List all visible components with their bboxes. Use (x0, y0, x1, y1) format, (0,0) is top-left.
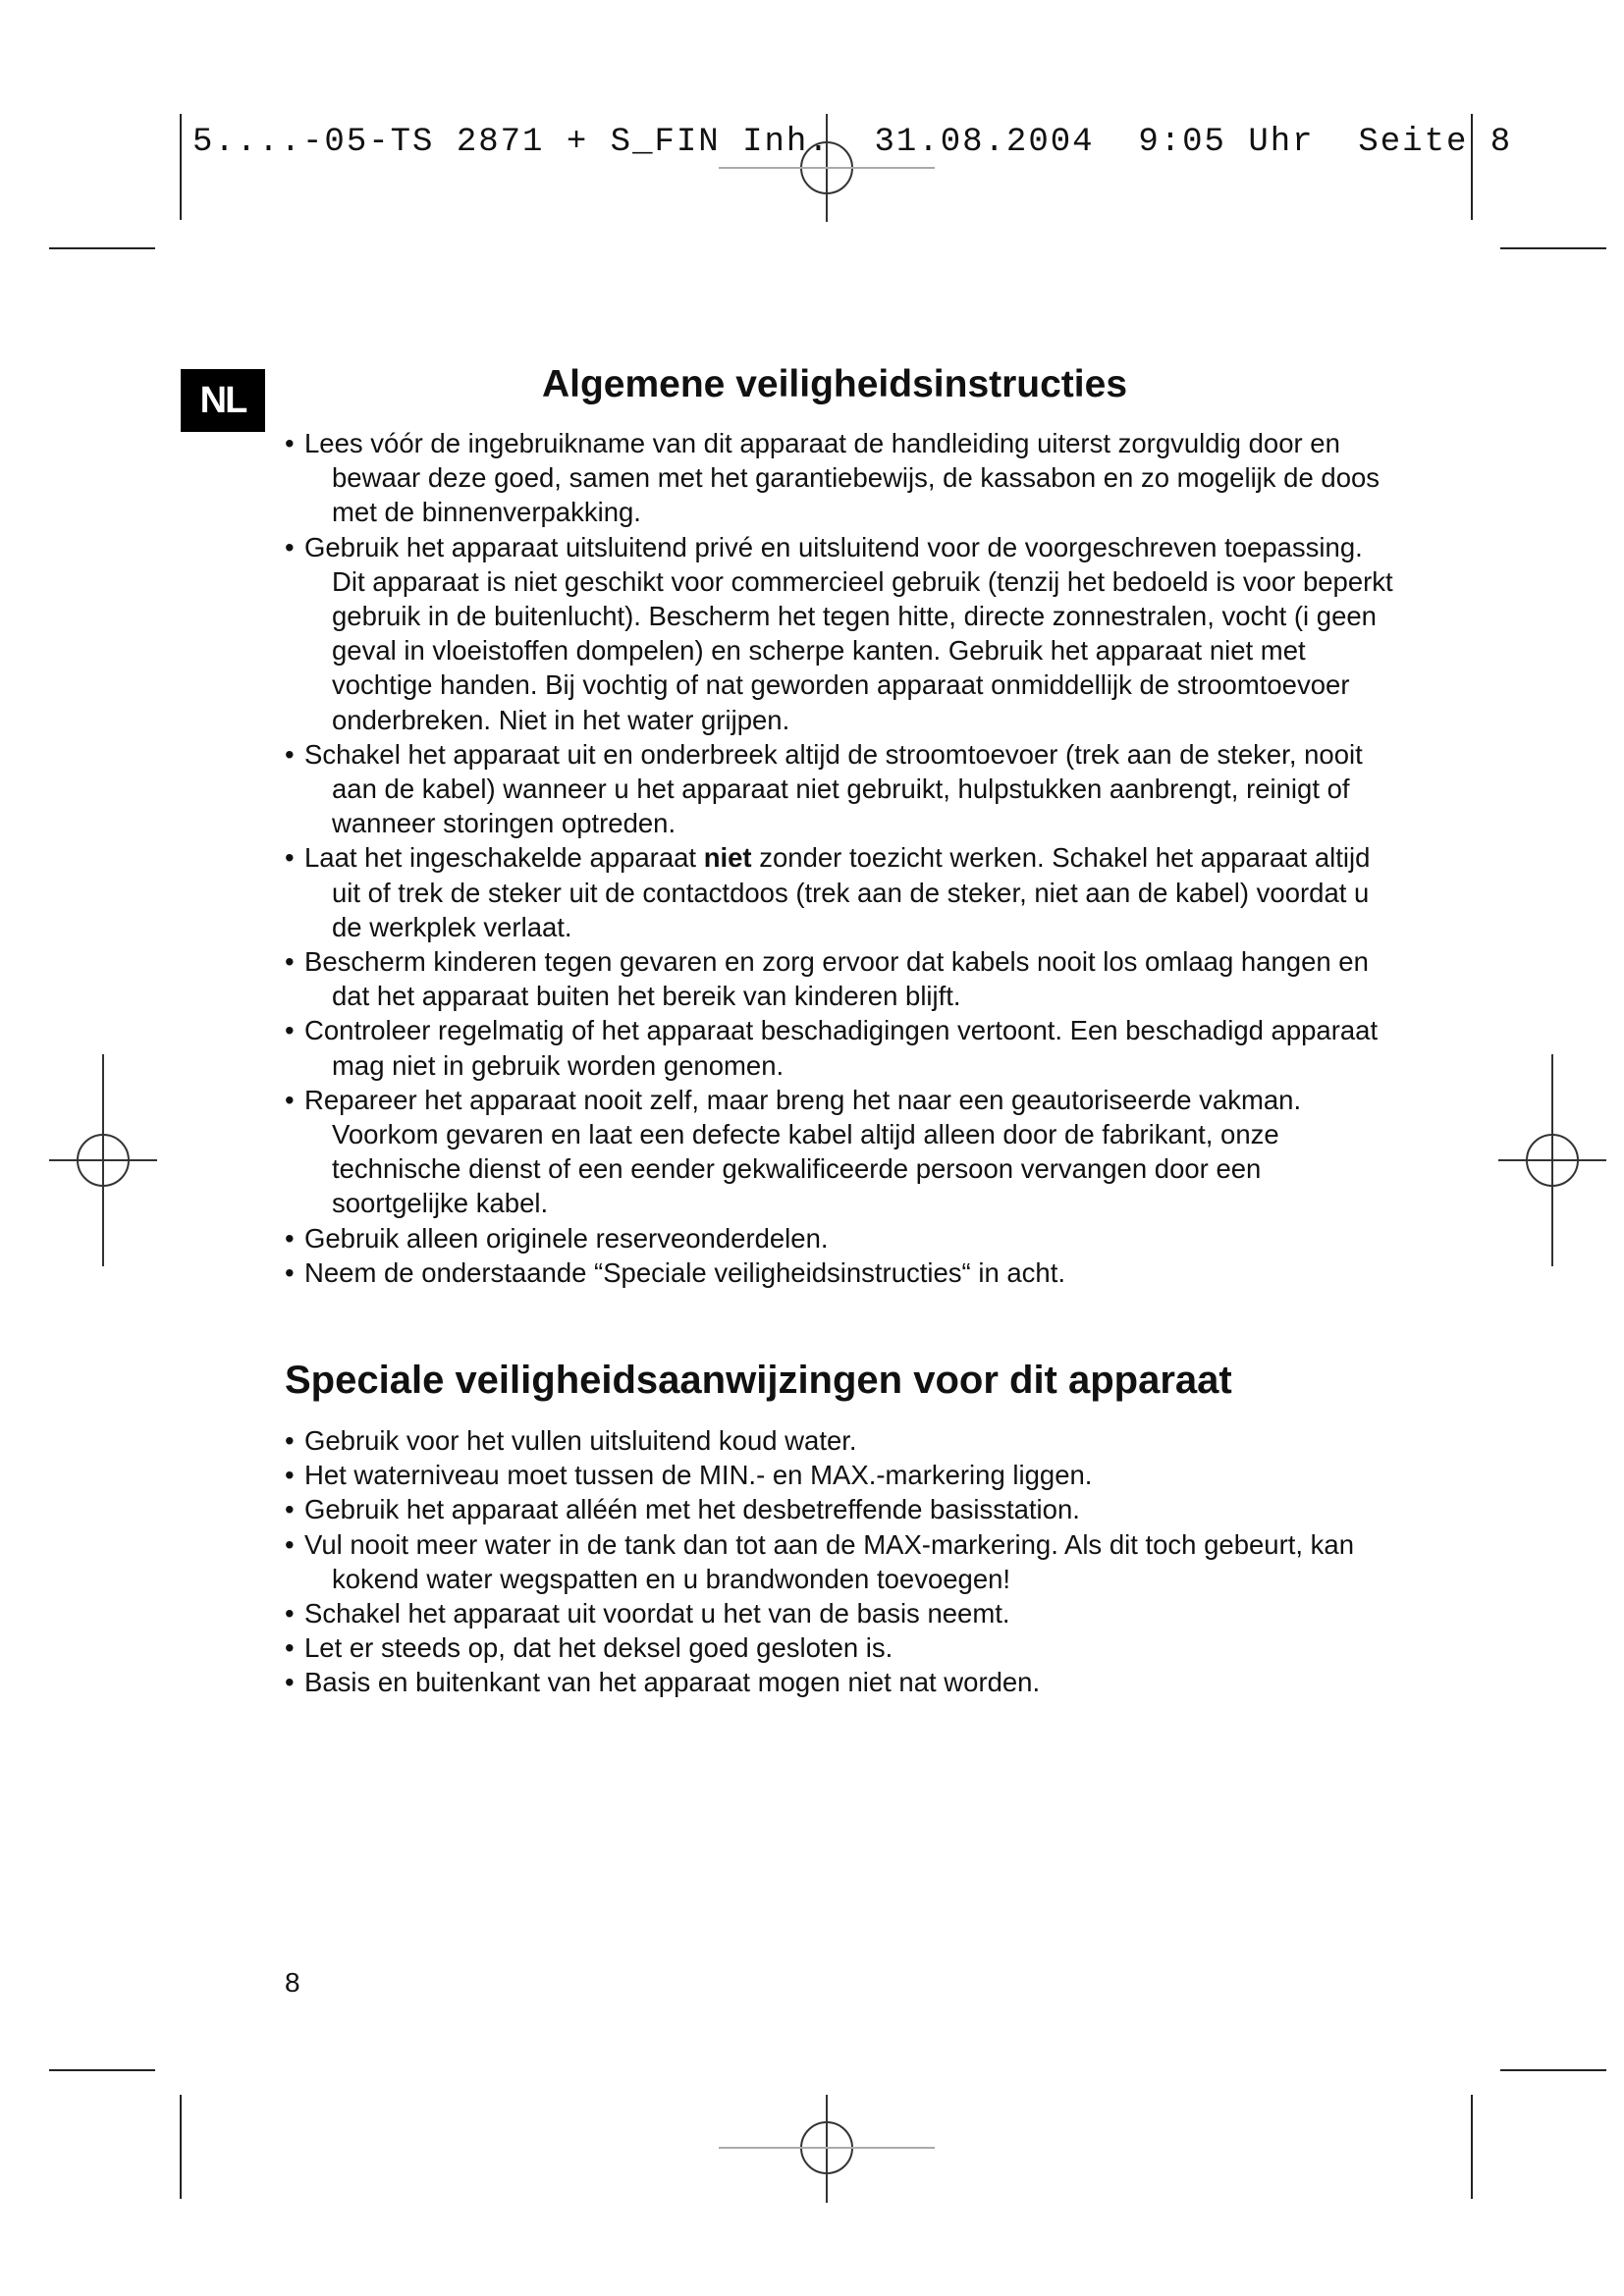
list-item: • Repareer het apparaat nooit zelf, maar breng het naar een geautoriseerde vakman. Voorkom gevaren en laat een defecte kabel altijd alleen door de fabrikant, onze technische dienst of een eender gekwalificeerde persoon vervangen door een soortgelijke kabel. (285, 1083, 1394, 1221)
list-item: • Het waterniveau moet tussen de MIN.- en MAX.-markering liggen. (285, 1458, 1394, 1492)
registration-mark-left-icon (49, 1054, 157, 1266)
list-item: • Let er steeds op, dat het deksel goed gesloten is. (285, 1630, 1394, 1665)
registration-mark-bottom-icon (719, 2095, 935, 2203)
list-item: • Controleer regelmatig of het apparaat beschadigingen vertoont. Een beschadigd apparaat mag niet in gebruik worden genomen. (285, 1013, 1394, 1082)
list-item: • Lees vóór de ingebruikname van dit apparaat de handleiding uiterst zorgvuldig door en bewaar deze goed, samen met het garantiebewijs, de kassabon en zo mogelijk de doos met de binnenverpakking. (285, 426, 1394, 530)
general-safety-list (285, 426, 1394, 1290)
crop-mark-top-right-horizontal (1500, 247, 1606, 249)
list-item-text-bold: niet (703, 842, 752, 874)
list-item: • Gebruik voor het vullen uitsluitend koud water. (285, 1423, 1394, 1458)
language-tab: NL (181, 369, 265, 432)
crop-mark-bottom-right-vertical (1471, 2095, 1473, 2199)
list-item: • Bescherm kinderen tegen gevaren en zorg ervoor dat kabels nooit los omlaag hangen en dat het apparaat buiten het bereik van kinderen blijft. (285, 944, 1394, 1013)
special-safety-list (285, 1423, 1394, 1700)
list-item: • Basis en buitenkant van het apparaat mogen niet nat worden. (285, 1665, 1394, 1699)
print-slug-line: 5....-05-TS 2871 + S_FIN Inh. 31.08.2004 9:05 Uhr Seite 8 (192, 124, 1513, 161)
list-item-text-pre: Laat het ingeschakelde apparaat (304, 842, 704, 874)
crop-mark-bottom-right-horizontal (1500, 2069, 1606, 2071)
list-item: • Gebruik het apparaat uitsluitend privé en uitsluitend voor de voorgeschreven toepassing. Dit apparaat is niet geschikt voor commercieel gebruik (tenzij het bedoeld is voor beperkt gebruik in de buitenlucht). Bescherm het tegen hitte, directe zonnestralen, vocht (i geen geval in vloeistoffen dompelen) en scherpe kanten. Gebruik het apparaat niet met vochtige handen. Bij vochtig of nat geworden apparaat onmiddellijk de stroomtoevoer onderbreken. Niet in het water grijpen. (285, 530, 1394, 737)
section-title-general-safety: Algemene veiligheidsinstructies (541, 363, 1128, 405)
crop-mark-bottom-left-vertical (180, 2095, 182, 2199)
section-title-special-safety: Speciale veiligheidsaanwijzingen voor dit apparaat (285, 1359, 1232, 1402)
list-item: • Schakel het apparaat uit voordat u het van de basis neemt. (285, 1596, 1394, 1630)
list-item: • Vul nooit meer water in de tank dan tot aan de MAX-markering. Als dit toch gebeurt, kan kokend water wegspatten en u brandwonden toevoegen! (285, 1527, 1394, 1596)
list-item-text-post: zonder toezicht werken. Schakel het apparaat altijd uit of trek de steker uit de contactdoos (trek aan de steker, niet aan de kabel) voordat u de werkplek verlaat. (332, 842, 1371, 942)
list-item: • Schakel het apparaat uit en onderbreek altijd de stroomtoevoer (trek aan de steker, nooit aan de kabel) wanneer u het apparaat niet gebruikt, hulpstukken aanbrengt, reinigt of wanneer storingen optreden. (285, 737, 1394, 841)
crop-mark-top-left-vertical (180, 114, 182, 220)
crop-mark-bottom-left-horizontal (49, 2069, 155, 2071)
registration-mark-right-icon (1498, 1054, 1606, 1266)
crop-mark-top-left-horizontal (49, 247, 155, 249)
list-item: • Gebruik alleen originele reserveonderdelen. (285, 1221, 1394, 1255)
list-item: • Neem de onderstaande “Speciale veiligheidsinstructies“ in acht. (285, 1255, 1394, 1290)
list-item (285, 840, 1394, 944)
page-number: 8 (285, 1967, 300, 1998)
list-item: • Gebruik het apparaat alléén met het desbetreffende basisstation. (285, 1492, 1394, 1526)
